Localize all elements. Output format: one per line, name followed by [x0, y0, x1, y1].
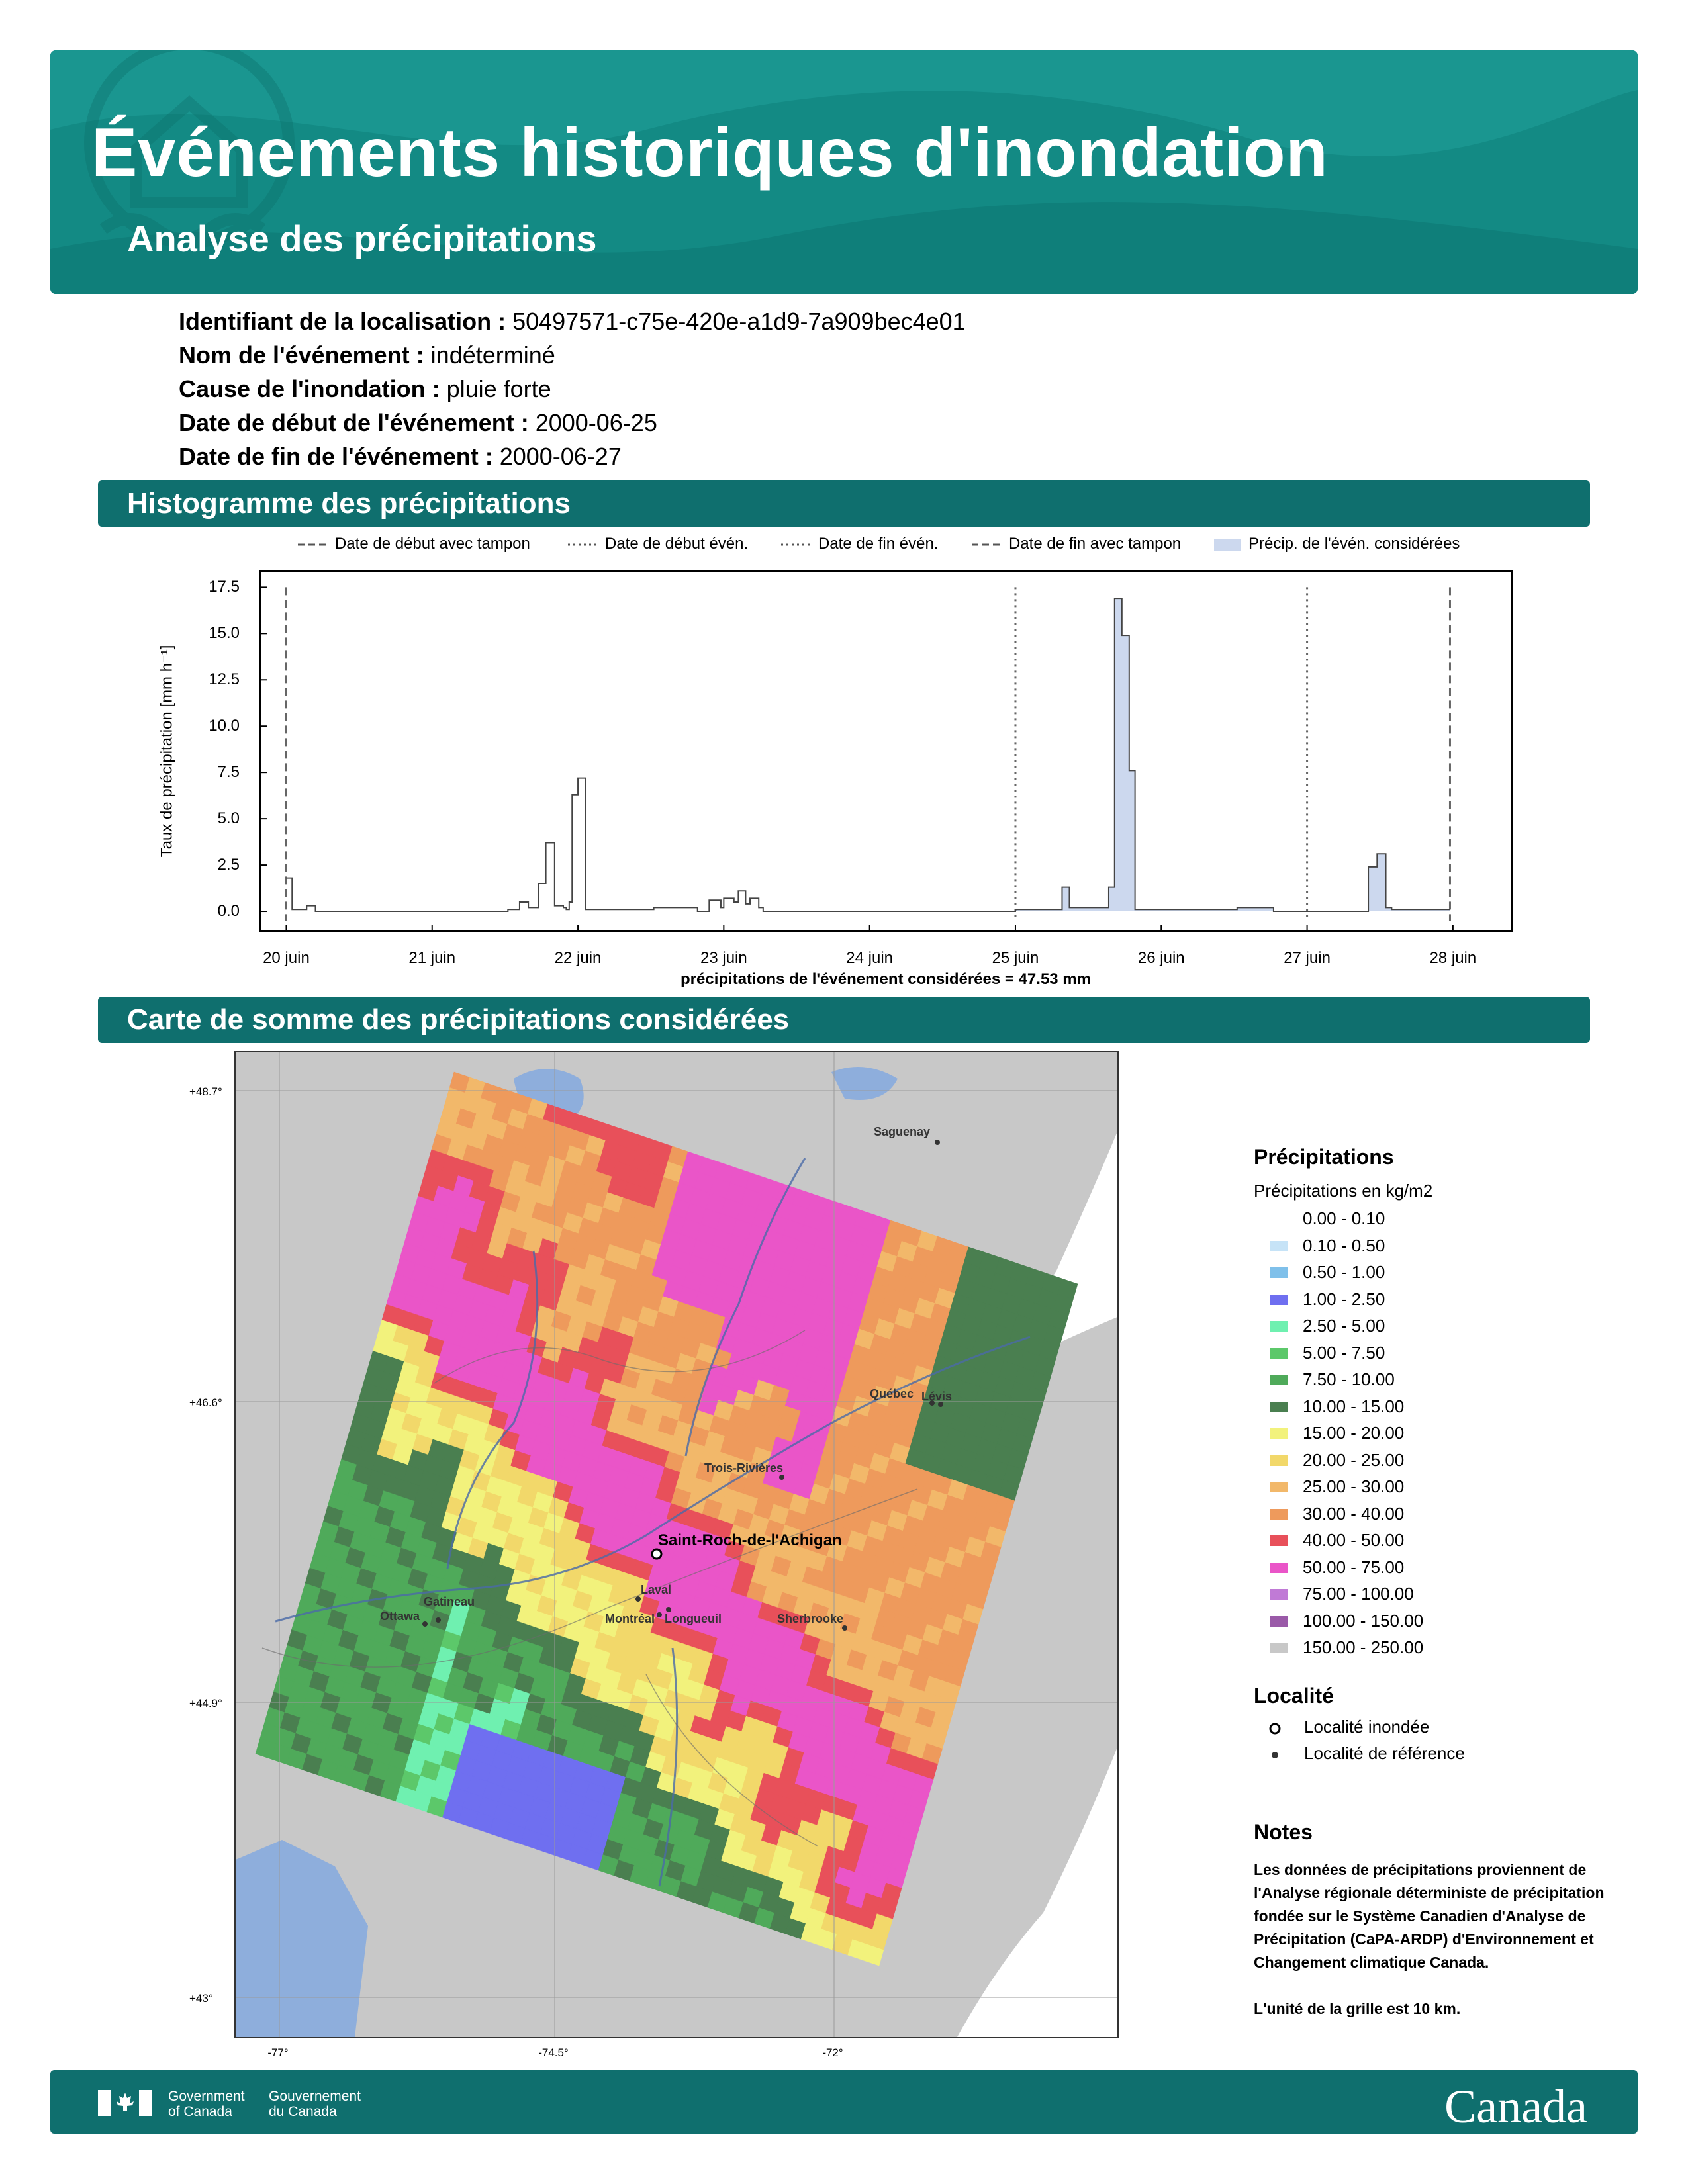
- meta-label: Nom de l'événement :: [179, 341, 424, 369]
- legend-item: Date de début évén.: [605, 535, 749, 553]
- canada-wordmark: Canada: [1444, 2080, 1587, 2133]
- locality-reference-label: Localité de référence: [1304, 1743, 1465, 1763]
- legend-swatch: [1270, 1616, 1288, 1627]
- considered-precip-fill: [1015, 598, 1450, 911]
- meta-row: [179, 406, 966, 439]
- legend-swatch: [1270, 1214, 1288, 1224]
- meta-row: [179, 372, 966, 406]
- legend-swatch: [1270, 1455, 1288, 1466]
- longitude-label: -72°: [822, 2046, 843, 2059]
- precipitation-histogram: [259, 570, 1513, 932]
- notes-title: Notes: [1254, 1820, 1313, 1844]
- legend-class-label: 0.00 - 0.10: [1303, 1208, 1385, 1228]
- meta-label: Date de fin de l'événement :: [179, 443, 493, 470]
- legend-item: Date de fin avec tampon: [1009, 535, 1182, 553]
- atlantic-coast: [957, 1747, 1117, 2037]
- legend-swatch: [1270, 1241, 1288, 1251]
- canada-flag-icon: [98, 2090, 152, 2116]
- y-tick-label: 5.0: [217, 809, 240, 828]
- latitude-label: +48.7°: [189, 1085, 222, 1098]
- y-tick-label: 12.5: [209, 670, 240, 689]
- section-header-map: Carte de somme des précipitations considérées: [98, 997, 1590, 1043]
- lake-ontario: [236, 1840, 368, 2037]
- legend-subtitle: Précipitations en kg/m2: [1254, 1181, 1433, 1201]
- meta-label: Date de début de l'événement :: [179, 409, 529, 436]
- x-tick-label: 24 juin: [846, 949, 894, 967]
- legend-class-label: 7.50 - 10.00: [1303, 1369, 1395, 1389]
- legend-swatch: [1270, 1428, 1288, 1439]
- x-tick-label: 27 juin: [1284, 949, 1331, 967]
- city-label-flooded-locality: Saint-Roch-de-l'Achigan: [658, 1531, 842, 1549]
- meta-value: 2000-06-25: [535, 409, 657, 436]
- precipitation-rate-line: [286, 598, 1450, 911]
- meta-label: Cause de l'inondation :: [179, 375, 440, 402]
- x-tick-label: 22 juin: [554, 949, 602, 967]
- city-label-montreal: Montréal: [605, 1612, 655, 1625]
- x-tick-label: 20 juin: [263, 949, 310, 967]
- legend-class-label: 150.00 - 250.00: [1303, 1637, 1424, 1657]
- locality-flooded-label: Localité inondée: [1304, 1717, 1430, 1737]
- x-tick-label: 21 juin: [408, 949, 456, 967]
- legend-title: Précipitations: [1254, 1145, 1394, 1169]
- saguenay-fjord: [831, 1067, 898, 1100]
- legend-class-label: 30.00 - 40.00: [1303, 1503, 1405, 1524]
- city-label-gatineau: Gatineau: [424, 1595, 475, 1608]
- city-label-levis: Lévis: [921, 1390, 953, 1403]
- header-banner: [50, 50, 1638, 294]
- city-label-sherbrooke: Sherbrooke: [777, 1612, 844, 1625]
- x-tick-label: 28 juin: [1429, 949, 1477, 967]
- section-header-histogram: Histogramme des précipitations: [98, 480, 1590, 527]
- legend-swatch: [1270, 1295, 1288, 1305]
- legend-swatch: [1270, 1509, 1288, 1520]
- city-label-ottawa: Ottawa: [380, 1610, 420, 1623]
- latitude-label: +46.6°: [189, 1396, 222, 1409]
- legend-swatch: [1270, 1563, 1288, 1573]
- legend-class-label: 100.00 - 150.00: [1303, 1610, 1424, 1631]
- longitude-label: -74.5°: [538, 2046, 569, 2059]
- legend-swatch: [1270, 1482, 1288, 1492]
- meta-value: pluie forte: [446, 375, 551, 402]
- government-of-canada-en: Government of Canada: [168, 2089, 245, 2119]
- legend-class-label: 5.00 - 7.50: [1303, 1342, 1385, 1363]
- legend-class-label: 2.50 - 5.00: [1303, 1316, 1385, 1336]
- precipitation-grid: [256, 1072, 1078, 1966]
- notes-text: [1254, 1858, 1605, 2021]
- legend-swatch: [1270, 1535, 1288, 1546]
- x-tick-label: 23 juin: [700, 949, 747, 967]
- y-tick-label: 0.0: [217, 902, 240, 921]
- legend-class-label: 15.00 - 20.00: [1303, 1423, 1405, 1443]
- meta-row: [179, 338, 966, 372]
- meta-value: 50497571-c75e-420e-a1d9-7a909bec4e01: [512, 308, 966, 335]
- legend-swatch: [1270, 1348, 1288, 1359]
- meta-row: [179, 439, 966, 473]
- legend-class-label: 25.00 - 30.00: [1303, 1477, 1405, 1496]
- legend-class-label: 50.00 - 75.00: [1303, 1557, 1405, 1577]
- y-tick-label: 7.5: [217, 763, 240, 782]
- locality-legend-title: Localité: [1254, 1684, 1334, 1707]
- legend-swatch: [1270, 1375, 1288, 1385]
- legend-class-label: 1.00 - 2.50: [1303, 1289, 1385, 1309]
- city-label-longueuil: Longueuil: [665, 1612, 722, 1625]
- legend-item: Date de début avec tampon: [335, 535, 530, 553]
- legend-swatch: [1270, 1643, 1288, 1653]
- y-tick-label: 10.0: [209, 717, 240, 735]
- city-label-quebec: Québec: [870, 1387, 914, 1400]
- footer: [50, 2070, 1638, 2134]
- x-tick-label: 26 juin: [1137, 949, 1185, 967]
- event-metadata: [179, 304, 966, 473]
- notes-grid-unit: L'unité de la grille est 10 km.: [1254, 2000, 1461, 2017]
- legend-class-label: 0.50 - 1.00: [1303, 1262, 1385, 1282]
- legend-item: Précip. de l'évén. considérées: [1214, 535, 1460, 553]
- longitude-label: -77°: [267, 2046, 289, 2059]
- y-tick-label: 17.5: [209, 578, 240, 596]
- latitude-label: +44.9°: [189, 1697, 222, 1709]
- latitude-label: +43°: [189, 1992, 213, 2005]
- chart-summary: précipitations de l'événement considérées = 47.53 mm: [680, 970, 1091, 988]
- legend-class-label: 20.00 - 25.00: [1303, 1449, 1405, 1470]
- city-label-laval: Laval: [641, 1583, 672, 1596]
- gouvernement-du-canada-fr: Gouvernement du Canada: [269, 2089, 361, 2119]
- city-label-trois-rivieres: Trois-Rivières: [704, 1461, 784, 1475]
- page-title: Événements historiques d'inondation: [91, 114, 1329, 191]
- meta-label: Identifiant de la localisation :: [179, 308, 506, 335]
- legend-swatch: [1270, 1267, 1288, 1278]
- notes-body: Les données de précipitations proviennent de l'Analyse régionale déterministe de précipitation fondée sur le Système Canadien d'Analyse de Précipitation (CaPA-ARDP) d'Environnement et Changement climatique Canada.: [1254, 1861, 1605, 1971]
- legend-class-label: 75.00 - 100.00: [1303, 1584, 1414, 1604]
- y-axis-label: Taux de précipitation [mm h⁻¹]: [158, 645, 176, 858]
- y-tick-label: 2.5: [217, 856, 240, 874]
- legend-class-label: 0.10 - 0.50: [1303, 1235, 1385, 1255]
- legend-swatch: [1270, 1321, 1288, 1332]
- y-tick-label: 15.0: [209, 624, 240, 643]
- legend-class-label: 40.00 - 50.00: [1303, 1530, 1405, 1550]
- meta-value: indéterminé: [430, 341, 555, 369]
- meta-value: 2000-06-27: [499, 443, 622, 470]
- locality-symbols: [1267, 1723, 1287, 1763]
- legend-swatch: [1270, 1589, 1288, 1600]
- legend-item: Date de fin évén.: [818, 535, 939, 553]
- legend-swatch: [1270, 1402, 1288, 1412]
- x-tick-label: 25 juin: [992, 949, 1039, 967]
- page-subtitle: Analyse des précipitations: [127, 218, 597, 259]
- meta-row: [179, 304, 966, 338]
- city-label-saguenay: Saguenay: [874, 1125, 931, 1138]
- legend-class-label: 10.00 - 15.00: [1303, 1396, 1405, 1416]
